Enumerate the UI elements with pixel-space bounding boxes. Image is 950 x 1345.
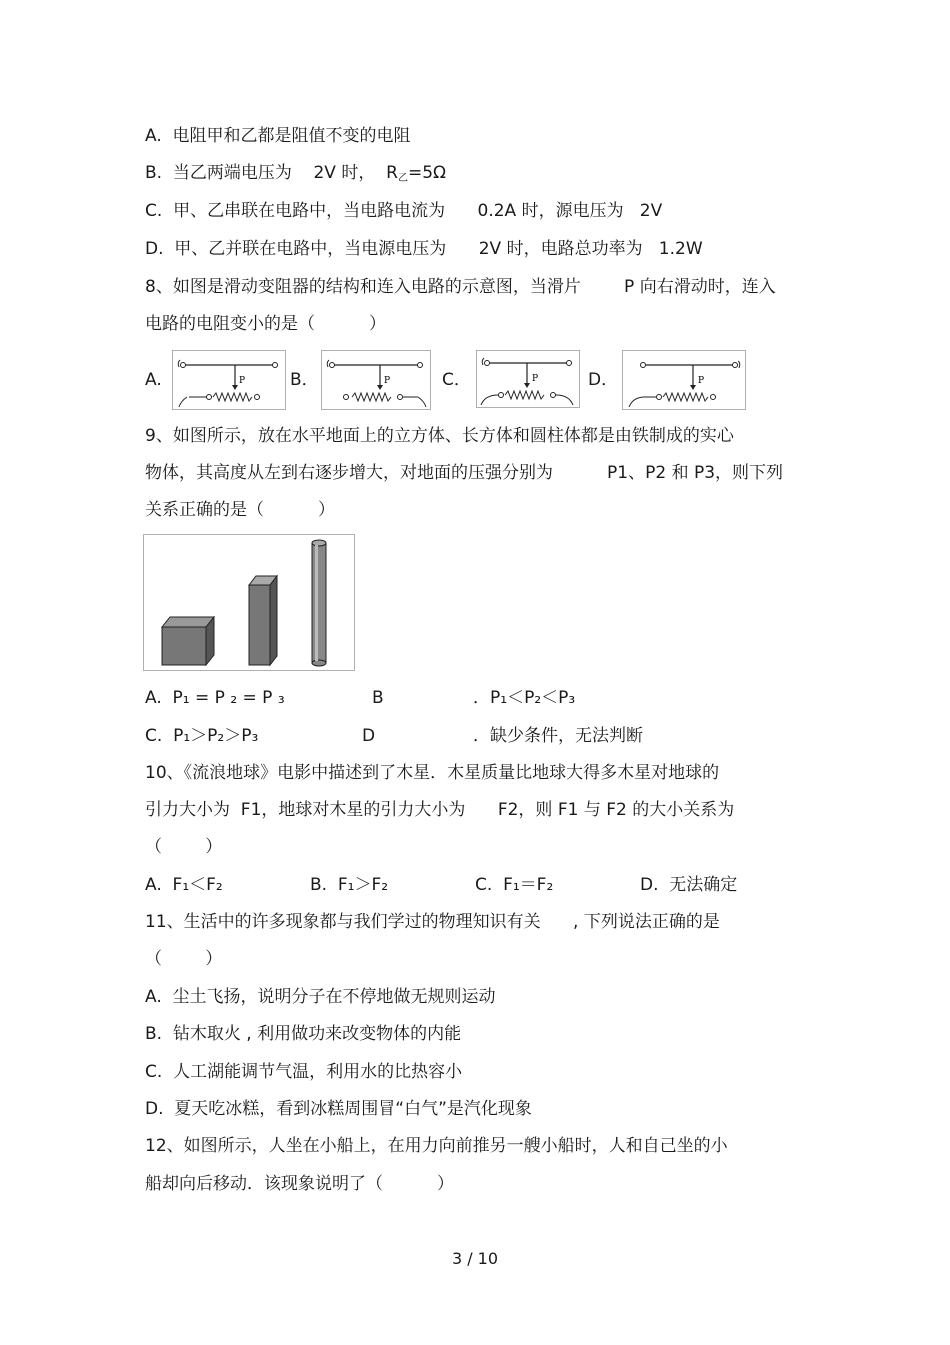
q12-stem-line2: 船却向后移动．该现象说明了（ ） bbox=[145, 1174, 455, 1194]
q10-option-c: C. F₁＝F₂ bbox=[475, 875, 554, 895]
q9-stem-line1: 9、如图所示，放在水平地面上的立方体、长方体和圆柱体都是由铁制成的实心 bbox=[145, 426, 734, 446]
q8-label-b: B． bbox=[290, 370, 319, 390]
slider-p-label: P bbox=[239, 376, 246, 386]
q8-figure-d bbox=[622, 350, 746, 410]
page-number: 3 / 10 bbox=[451, 1249, 499, 1268]
q11-stem-line2: （ ） bbox=[145, 949, 223, 969]
q10-stem-line2: 引力大小为 F1，地球对木星的引力大小为 F2，则 F1 与 F2 的大小关系为 bbox=[145, 800, 735, 820]
q7-option-b bbox=[145, 162, 446, 187]
q7-option-b-sub: 乙 bbox=[397, 173, 408, 184]
rheostat-diagram-a bbox=[173, 351, 285, 409]
q9-stem-line2: 物体，其高度从左到右逐步增大，对地面的压强分别为 P1、P2 和 P3，则下列 bbox=[145, 463, 784, 483]
q8-label-d: D． bbox=[588, 370, 619, 390]
q9-option-d-label: D bbox=[362, 726, 376, 746]
rheostat-diagram-d bbox=[623, 351, 745, 409]
q10-option-a: A. F₁＜F₂ bbox=[145, 875, 223, 895]
q9-option-d: ．缺少条件，无法判断 bbox=[473, 726, 643, 746]
slider-p-label: P bbox=[698, 376, 705, 386]
q9-option-a: A. P₁ = P ₂ = P ₃ bbox=[145, 688, 285, 708]
q11-option-a: A. 尘土飞扬，说明分子在不停地做无规则运动 bbox=[145, 987, 496, 1007]
q7-option-a: A. 电阻甲和乙都是阻值不变的电阻 bbox=[145, 126, 411, 146]
q10-option-b: B. F₁＞F₂ bbox=[310, 875, 389, 895]
q8-label-a: A. bbox=[145, 370, 162, 390]
q9-option-b: ．P₁＜P₂＜P₃ bbox=[473, 688, 576, 708]
q8-label-c: C． bbox=[442, 370, 471, 390]
slider-p-label: P bbox=[532, 374, 539, 384]
q7-option-b-text: B. 当乙两端电压为 2V 时， R bbox=[145, 163, 398, 183]
q7-option-b-post: =5Ω bbox=[407, 163, 447, 183]
q11-option-b: B. 钻木取火 , 利用做功来改变物体的内能 bbox=[145, 1024, 462, 1044]
q9-option-c: C. P₁＞P₂＞P₃ bbox=[145, 726, 259, 746]
q10-stem-line1: 10、《流浪地球》电影中描述到了木星．木星质量比地球大得多木星对地球的 bbox=[145, 763, 720, 783]
q7-option-d: D. 甲、乙并联在电路中，当电源电压为 2V 时，电路总功率为 1.2W bbox=[145, 239, 703, 259]
q8-stem-line2: 电路的电阻变小的是（ ） bbox=[145, 314, 387, 334]
q8-figure-a bbox=[172, 350, 286, 410]
q11-option-d: D. 夏天吃冰糕，看到冰糕周围冒“白气”是汽化现象 bbox=[145, 1099, 532, 1119]
slider-p-label: P bbox=[384, 376, 391, 386]
rheostat-diagram-b bbox=[322, 351, 430, 409]
rheostat-diagram-c bbox=[477, 351, 579, 407]
q7-option-c: C. 甲、乙串联在电路中，当电路电流为 0.2A 时，源电压为 2V bbox=[145, 201, 663, 221]
q8-figure-c bbox=[476, 350, 580, 408]
q12-stem-line1: 12、如图所示，人坐在小船上，在用力向前推另一艘小船时，人和自己坐的小 bbox=[145, 1136, 728, 1156]
q8-stem-line1: 8、如图是滑动变阻器的结构和连入电路的示意图，当滑片 P 向右滑动时，连入 bbox=[145, 277, 776, 297]
q11-option-c: C. 人工湖能调节气温，利用水的比热容小 bbox=[145, 1062, 463, 1082]
q10-stem-line3: （ ） bbox=[145, 837, 223, 857]
q9-figure-solids bbox=[143, 534, 355, 671]
q8-figure-b bbox=[321, 350, 431, 410]
q11-stem-line1: 11、生活中的许多现象都与我们学过的物理知识有关 , 下列说法正确的是 bbox=[145, 912, 720, 932]
q9-option-b-label: B bbox=[372, 688, 384, 708]
q10-option-d: D. 无法确定 bbox=[640, 875, 738, 895]
q9-stem-line3: 关系正确的是（ ） bbox=[145, 500, 336, 520]
iron-solids-diagram bbox=[144, 535, 354, 670]
